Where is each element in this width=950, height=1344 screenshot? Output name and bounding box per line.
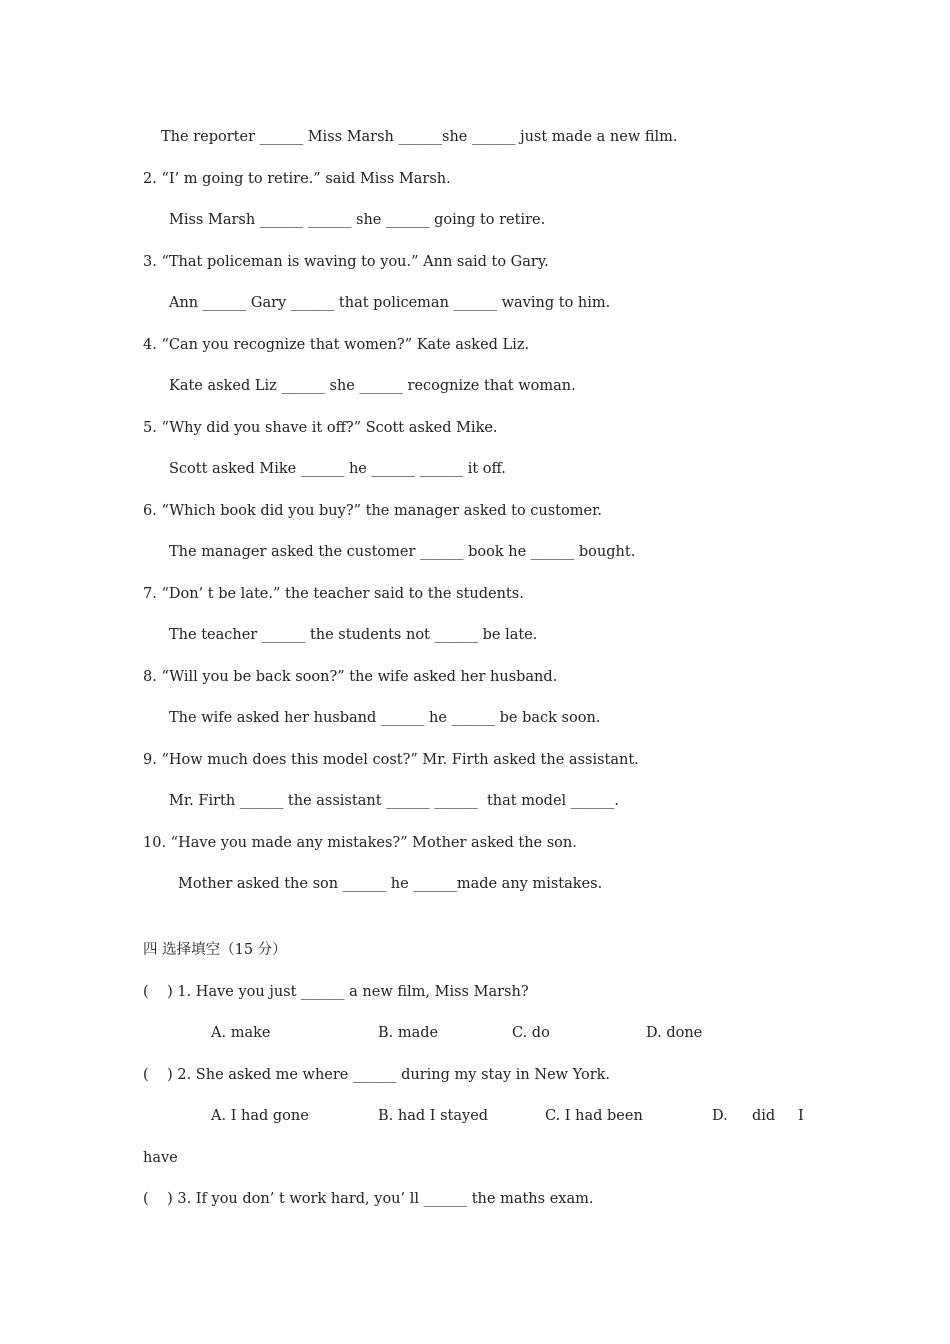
mc-question-3: ( ) 3. If you don’ t work hard, you’ ll ______ the maths exam. bbox=[143, 1191, 594, 1207]
rewrite-line-6: The manager asked the customer ______ book he ______ bought. bbox=[169, 544, 636, 560]
question-5: 5. “Why did you shave it off?” Scott asked Mike. bbox=[143, 420, 498, 436]
question-4: 4. “Can you recognize that women?” Kate asked Liz. bbox=[143, 337, 530, 353]
rewrite-line-10: Mother asked the son ______ he ______made any mistakes. bbox=[178, 876, 603, 892]
mc1-option-a: A. make bbox=[211, 1025, 271, 1041]
mc2-option-b: B. had I stayed bbox=[378, 1108, 489, 1124]
mc2-option-c: C. I had been bbox=[545, 1108, 643, 1124]
mc2-option-d-word1: did bbox=[752, 1108, 776, 1124]
rewrite-line-4: Kate asked Liz ______ she ______ recognize that woman. bbox=[169, 378, 576, 394]
question-8: 8. “Will you be back soon?” the wife asked her husband. bbox=[143, 669, 558, 685]
mc1-option-d: D. done bbox=[646, 1025, 703, 1041]
mc-question-2: ( ) 2. She asked me where ______ during my stay in New York. bbox=[143, 1067, 611, 1083]
mc2-option-d-wrap: have bbox=[143, 1150, 178, 1166]
question-10: 10. “Have you made any mistakes?” Mother asked the son. bbox=[143, 835, 577, 851]
mc2-option-a: A. I had gone bbox=[211, 1108, 309, 1124]
rewrite-line-2: Miss Marsh ______ ______ she ______ going to retire. bbox=[169, 212, 546, 228]
question-7: 7. “Don’ t be late.” the teacher said to the students. bbox=[143, 586, 524, 602]
question-9: 9. “How much does this model cost?” Mr. Firth asked the assistant. bbox=[143, 752, 639, 768]
section-heading: 四 选择填空（15 分） bbox=[143, 942, 287, 958]
mc1-option-c: C. do bbox=[512, 1025, 550, 1041]
rewrite-line-5: Scott asked Mike ______ he ______ ______ it off. bbox=[169, 461, 506, 477]
question-2: 2. “I’ m going to retire.” said Miss Marsh. bbox=[143, 171, 451, 187]
mc-question-1: ( ) 1. Have you just ______ a new film, Miss Marsh? bbox=[143, 984, 529, 1000]
rewrite-line-9: Mr. Firth ______ the assistant ______ ______ that model ______. bbox=[169, 793, 619, 809]
rewrite-line-7: The teacher ______ the students not ______ be late. bbox=[169, 627, 538, 643]
question-6: 6. “Which book did you buy?” the manager asked to customer. bbox=[143, 503, 603, 519]
mc2-option-d-word2: I bbox=[798, 1108, 804, 1124]
rewrite-line-3: Ann ______ Gary ______ that policeman ______ waving to him. bbox=[169, 295, 611, 311]
question-3: 3. “That policeman is waving to you.” Ann said to Gary. bbox=[143, 254, 549, 270]
mc2-option-d-label: D. bbox=[712, 1108, 728, 1124]
rewrite-line-8: The wife asked her husband ______ he ______ be back soon. bbox=[169, 710, 601, 726]
rewrite-line-1b: The reporter ______ Miss Marsh ______she ______ just made a new film. bbox=[161, 129, 678, 145]
mc1-option-b: B. made bbox=[378, 1025, 439, 1041]
